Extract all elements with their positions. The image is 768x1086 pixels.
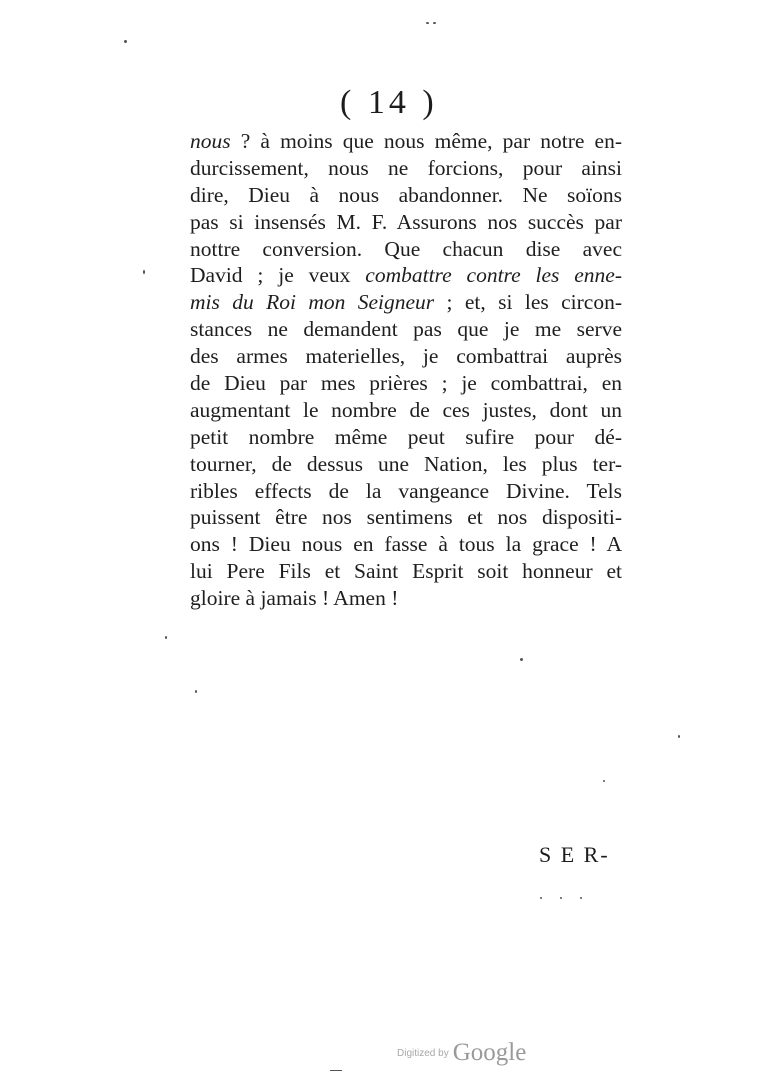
text-run: durcissement, nous ne forcions, pour ainsi	[190, 155, 622, 180]
scan-speck	[678, 735, 680, 738]
text-line	[190, 585, 622, 612]
text-line	[190, 262, 622, 289]
text-run: pas si insensés M. F. Assurons nos succès par	[190, 209, 622, 234]
text-line	[190, 397, 622, 424]
text-line	[190, 236, 622, 263]
scan-speck	[433, 22, 436, 24]
text-run: de Dieu par mes prières ; je combattrai, en	[190, 371, 622, 396]
text-line	[190, 182, 622, 209]
text-line	[190, 316, 622, 343]
text-run: ons ! Dieu nous en fasse à tous la grace ! A	[190, 532, 622, 557]
text-line	[190, 370, 622, 397]
scan-speck	[195, 690, 197, 693]
text-run: puissent être nos sentimens et nos dispositi-	[190, 505, 622, 530]
text-run: dire, Dieu à nous abandonner. Ne soïons	[190, 182, 622, 207]
text-run: nottre conversion. Que chacun dise avec	[190, 236, 622, 261]
text-line	[190, 504, 622, 531]
catchword: S E R-	[539, 842, 610, 867]
text-line	[190, 424, 622, 451]
text-line	[190, 343, 622, 370]
text-run: lui Pere Fils et Saint Esprit soit honneur et	[190, 559, 622, 584]
text-run: ; et, si les circon-	[434, 290, 622, 315]
scan-speck	[603, 780, 605, 782]
digitized-by-label: Digitized by	[397, 1048, 449, 1059]
text-line	[190, 209, 622, 236]
text-run: stances ne demandent pas que je me serve	[190, 317, 622, 342]
scan-speck	[580, 897, 582, 899]
scan-speck	[143, 270, 145, 274]
text-line	[190, 155, 622, 182]
page-number: ( 14 )	[340, 84, 438, 121]
text-line	[190, 289, 622, 316]
scan-speck	[560, 897, 562, 899]
text-line	[190, 558, 622, 585]
text-line	[190, 531, 622, 558]
text-run: David ; je veux	[190, 263, 366, 288]
scan-speck	[540, 897, 542, 899]
text-line	[190, 451, 622, 478]
italic-text: nous	[190, 129, 231, 153]
italic-text: combattre contre les enne-	[365, 263, 623, 288]
text-run: gloire à jamais ! Amen !	[190, 586, 399, 611]
scan-speck	[520, 658, 523, 661]
scan-speck	[165, 636, 167, 639]
body-text	[190, 128, 622, 612]
text-run: ? à moins que nous même, par notre en-	[230, 129, 622, 153]
text-line	[190, 478, 622, 505]
italic-text: mis du Roi mon Seigneur	[190, 290, 435, 315]
text-run: tourner, de dessus une Nation, les plus ter-	[190, 451, 622, 476]
text-run: des armes materielles, je combattrai auprès	[190, 344, 622, 369]
text-run: augmentant le nombre de ces justes, dont un	[190, 397, 622, 422]
text-line	[190, 128, 622, 155]
scan-speck	[426, 22, 429, 24]
scan-speck	[124, 40, 127, 43]
google-logo: Google	[452, 1039, 527, 1066]
text-run: ribles effects de la vangeance Divine. Tels	[190, 478, 622, 503]
text-run: petit nombre même peut sufire pour dé-	[190, 424, 622, 449]
digitization-watermark	[397, 1039, 526, 1067]
scan-speck	[330, 1070, 342, 1071]
